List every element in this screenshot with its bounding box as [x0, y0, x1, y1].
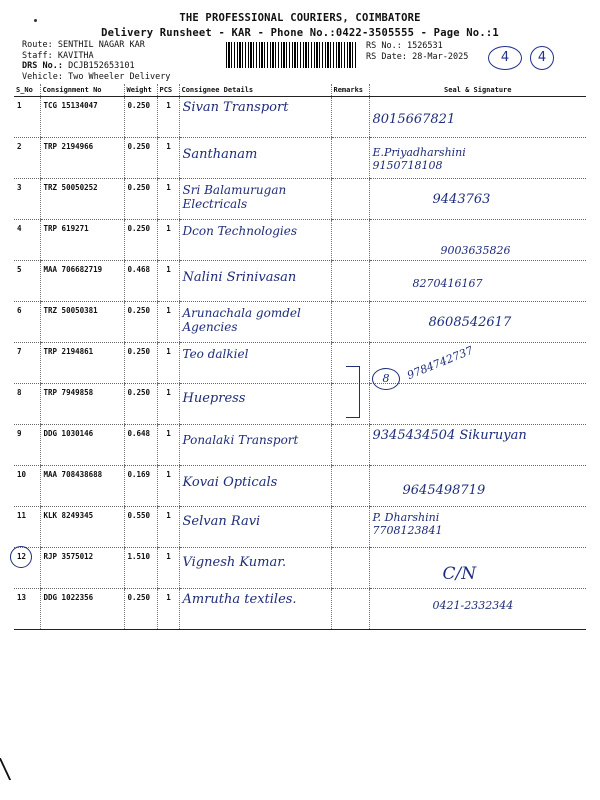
row-remarks: [331, 219, 369, 260]
signature-text: 8270416167: [412, 276, 483, 290]
table-header-row: [14, 84, 586, 96]
row-signature: [369, 219, 586, 260]
row-sno: 3: [14, 178, 40, 219]
signature-text: 9003635826: [440, 243, 511, 257]
company-title: THE PROFESSIONAL COURIERS, COIMBATORE: [179, 12, 421, 24]
row-consignee: [179, 178, 331, 219]
table-row: [14, 178, 586, 219]
table-row: [14, 547, 586, 588]
row-consignee: [179, 383, 331, 424]
signature-text: 8015667821: [372, 111, 456, 127]
runsheet-info-left: [22, 40, 170, 82]
row-sno: 11: [14, 506, 40, 547]
row-pcs: 1: [157, 260, 179, 301]
consignee-name: Amrutha textiles.: [182, 591, 297, 607]
row-pcs: 1: [157, 301, 179, 342]
row-consignment: DDG 1022356: [40, 588, 124, 629]
row-consignment: KLK 8249345: [40, 506, 124, 547]
row-consignee: [179, 260, 331, 301]
rs-date-row: [366, 52, 468, 63]
row-consignee: [179, 506, 331, 547]
staff-label: Staff:: [22, 50, 53, 61]
row-remarks: [331, 301, 369, 342]
row-weight: 0.550: [124, 506, 157, 547]
table-row: [14, 137, 586, 178]
row-weight: 0.250: [124, 342, 157, 383]
row-signature: [369, 424, 586, 465]
drs-label: DRS No.:: [22, 61, 63, 71]
row-signature: [369, 588, 586, 629]
row-signature: [369, 260, 586, 301]
route-row: [22, 40, 170, 51]
row-consignee: [179, 342, 331, 383]
drs-row: [22, 61, 170, 72]
row-weight: 0.169: [124, 465, 157, 506]
row-sno: 4: [14, 219, 40, 260]
signature-text: C/N: [442, 563, 477, 584]
row-sno: 7: [14, 342, 40, 383]
route-label: Route:: [22, 40, 53, 50]
row-pcs: 1: [157, 219, 179, 260]
row-consignment: TRP 7949858: [40, 383, 124, 424]
rs-no-label: RS No.:: [366, 41, 402, 51]
signature-text: 9645498719: [402, 482, 486, 498]
signature-text: 9443763: [432, 191, 491, 207]
table-row: [14, 342, 586, 383]
consignee-name: Arunachala gomdel Agencies: [182, 305, 301, 334]
consignee-name: Ponalaki Transport: [182, 432, 299, 447]
table-row: [14, 424, 586, 465]
row-pcs: 1: [157, 383, 179, 424]
consignee-name: Santhanam: [182, 146, 258, 162]
row-consignment: TRZ 50050252: [40, 178, 124, 219]
row-consignment: TCG 15134047: [40, 96, 124, 137]
col-pcs: PCS: [157, 84, 179, 96]
remarks-circled-mark: 8: [372, 368, 400, 390]
row-pcs: 1: [157, 137, 179, 178]
row-weight: 0.648: [124, 424, 157, 465]
vehicle-value: Two Wheeler Delivery: [68, 71, 171, 82]
row-consignment: TRP 2194966: [40, 137, 124, 178]
vehicle-label: Vehicle:: [22, 71, 63, 82]
consignee-name: Huepress: [182, 390, 246, 406]
col-consignment: Consignment No: [40, 84, 124, 96]
row-pcs: 1: [157, 547, 179, 588]
row-consignment: TRP 2194861: [40, 342, 124, 383]
row-pcs: 1: [157, 342, 179, 383]
row-consignee: [179, 547, 331, 588]
row-signature: [369, 96, 586, 137]
row-consignee: [179, 137, 331, 178]
row-signature: [369, 178, 586, 219]
row-remarks: [331, 588, 369, 629]
signature-text: 9345434504 Sikuruyan: [372, 427, 527, 443]
route-value: SENTHIL NAGAR KAR: [57, 40, 145, 50]
row-consignment: MAA 706682719: [40, 260, 124, 301]
consignee-name: Teo dalkiel: [182, 346, 249, 361]
row-weight: 0.250: [124, 178, 157, 219]
row-weight: 0.250: [124, 588, 157, 629]
table-row: [14, 383, 586, 424]
row-signature: [369, 343, 586, 424]
row-pcs: 1: [157, 424, 179, 465]
rs-no-row: [366, 41, 468, 52]
row-weight: 0.250: [124, 383, 157, 424]
row-sno: 12: [14, 547, 40, 588]
row-consignee: [179, 96, 331, 137]
signature-text: P. Dharshini 7708123841: [372, 510, 443, 537]
row-highlight-circle: [10, 546, 32, 568]
col-weight: Weight: [124, 84, 157, 96]
consignee-name: Selvan Ravi: [182, 513, 261, 529]
consignee-name: Sivan Transport: [182, 99, 289, 115]
col-consignee-details: Consignee Details: [179, 84, 331, 96]
row-remarks: [331, 137, 369, 178]
row-sno: 9: [14, 424, 40, 465]
row-consignment: RJP 3575012: [40, 547, 124, 588]
signature-text: 8608542617: [428, 314, 512, 330]
row-consignee: [179, 588, 331, 629]
row-pcs: 1: [157, 588, 179, 629]
row-consignee: [179, 219, 331, 260]
row-consignee: [179, 424, 331, 465]
row-remarks: [331, 506, 369, 547]
row-signature: [369, 137, 586, 178]
consignee-name: Sri Balamurugan Electricals: [182, 182, 287, 211]
consignee-name: Vignesh Kumar.: [182, 554, 287, 570]
row-pcs: 1: [157, 506, 179, 547]
col-sno: S_No: [14, 84, 40, 96]
signature-text: 9784742737: [404, 343, 475, 382]
row-remarks: [331, 96, 369, 137]
row-weight: 0.250: [124, 219, 157, 260]
rs-date-value: 28-Mar-2025: [412, 51, 469, 62]
table-row: [14, 506, 586, 547]
consignee-name: Nalini Srinivasan: [182, 269, 297, 285]
row-consignee: [179, 301, 331, 342]
row-weight: 0.250: [124, 137, 157, 178]
handwritten-count-circle: 4: [488, 46, 522, 70]
delivery-table: [14, 84, 586, 630]
col-remarks: Remarks: [331, 84, 369, 96]
row-weight: 0.250: [124, 96, 157, 137]
row-remarks: [331, 178, 369, 219]
rs-no-value: 1526531: [406, 41, 443, 51]
row-weight: 0.468: [124, 260, 157, 301]
consignee-name: Dcon Technologies: [182, 223, 298, 238]
row-pcs: 1: [157, 178, 179, 219]
row-pcs: 1: [157, 465, 179, 506]
row-weight: 1.510: [124, 547, 157, 588]
drs-value: DCJB152653101: [68, 61, 135, 71]
table-row: [14, 588, 586, 629]
row-sno: 8: [14, 383, 40, 424]
row-pcs: 1: [157, 96, 179, 137]
row-sno: 5: [14, 260, 40, 301]
row-signature: [369, 506, 586, 547]
consignee-name: Kovai Opticals: [182, 474, 278, 490]
runsheet-info-right: [366, 41, 468, 62]
row-consignment: MAA 708438688: [40, 465, 124, 506]
row-weight: 0.250: [124, 301, 157, 342]
row-signature: [369, 465, 586, 506]
row-remarks: [331, 260, 369, 301]
rs-date-label: RS Date:: [366, 51, 407, 62]
row-sno: 2: [14, 137, 40, 178]
col-seal-signature: Seal & Signature: [369, 84, 586, 96]
barcode: [226, 42, 358, 68]
row-sno: 10: [14, 465, 40, 506]
pen-stroke-mark: [0, 758, 19, 780]
staff-value: KAVITHA: [57, 50, 94, 61]
row-consignment: TRP 619271: [40, 219, 124, 260]
staff-row: [22, 51, 170, 62]
signature-text: 0421-2332344: [432, 598, 514, 612]
vehicle-row: [22, 72, 170, 83]
table-row: [14, 219, 586, 260]
table-row: [14, 465, 586, 506]
row-signature: [369, 547, 586, 588]
runsheet-subtitle: Delivery Runsheet - KAR - Phone No.:0422-3505555 - Page No.:1: [101, 27, 499, 39]
signature-text: E.Priyadharshini 9150718108: [372, 145, 466, 172]
table-row: [14, 260, 586, 301]
handwritten-count-circle: 4: [530, 46, 554, 70]
row-sno: 1: [14, 96, 40, 137]
remarks-bracket-mark: [346, 366, 360, 418]
row-sno: 6: [14, 301, 40, 342]
row-consignee: [179, 465, 331, 506]
row-consignment: DDG 1030146: [40, 424, 124, 465]
row-remarks: [331, 547, 369, 588]
row-remarks: [331, 465, 369, 506]
row-remarks: [331, 424, 369, 465]
row-sno: 13: [14, 588, 40, 629]
row-consignment: TRZ 50050381: [40, 301, 124, 342]
table-row: [14, 96, 586, 137]
